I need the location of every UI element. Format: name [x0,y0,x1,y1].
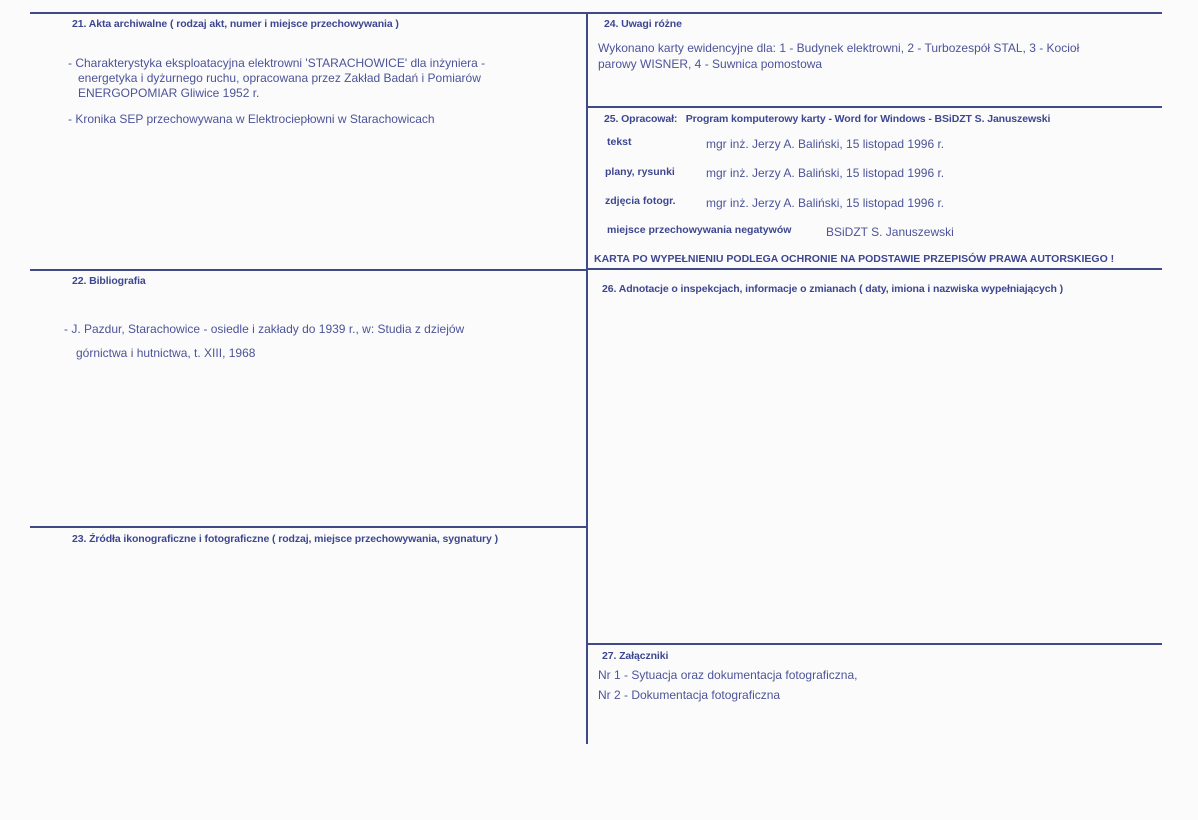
rule-22 [30,269,586,271]
section-22-item1-line1: - J. Pazdur, Starachowice - osiedle i zakłady do 1939 r., w: Studia z dziejów [64,322,465,336]
section-24-text-line2: parowy WISNER, 4 - Suwnica pomostowa [598,57,823,71]
section-22-header: 22. Bibliografia [72,275,146,287]
top-rule [30,12,1162,14]
section-25-label-negatives: miejsce przechowywania negatywów [607,224,792,236]
section-21-header: 21. Akta archiwalne ( rodzaj akt, numer i miejsce przechowywania ) [72,18,399,30]
rule-23 [30,526,586,528]
section-27-item2: Nr 2 - Dokumentacja fotograficzna [598,688,781,702]
section-27-item1: Nr 1 - Sytuacja oraz dokumentacja fotograficzna, [598,668,858,682]
rule-25 [588,106,1162,108]
section-24-header: 24. Uwagi różne [604,18,682,30]
section-25-value-plans: mgr inż. Jerzy A. Baliński, 15 listopad 1996 r. [706,166,945,180]
section-25-value-negatives: BSiDZT S. Januszewski [826,225,954,239]
section-21-item1-line2: energetyka i dyżurnego ruchu, opracowana przez Zakład Badań i Pomiarów [78,71,481,85]
section-25-label-plans: plany, rysunki [605,166,675,178]
section-23-header: 23. Źródła ikonograficzne i fotograficzne ( rodzaj, miejsce przechowywania, sygnatury ) [72,533,498,545]
rule-27 [588,643,1162,645]
section-25-value-text: mgr inż. Jerzy A. Baliński, 15 listopad 1996 r. [706,137,945,151]
section-25-value-photos: mgr inż. Jerzy A. Baliński, 15 listopad 1996 r. [706,196,945,210]
center-divider [586,12,588,744]
section-25-header: 25. Opracował: Program komputerowy karty - Word for Windows - BSiDZT S. Januszewski [604,113,1051,125]
section-21-item2: - Kronika SEP przechowywana w Elektrociepłowni w Starachowicach [68,112,435,126]
section-21-item1-line3: ENERGOPOMIAR Gliwice 1952 r. [78,86,260,100]
copyright-notice: KARTA PO WYPEŁNIENIU PODLEGA OCHRONIE NA PODSTAWIE PRZEPISÓW PRAWA AUTORSKIEGO ! [594,253,1115,265]
section-27-header: 27. Załączniki [602,650,669,662]
rule-26 [588,268,1162,270]
section-26-header: 26. Adnotacje o inspekcjach, informacje o zmianach ( daty, imiona i nazwiska wypełniających ) [602,283,1064,295]
section-25-label-photos: zdjęcia fotogr. [605,195,676,207]
section-21-item1-line1: - Charakterystyka eksploatacyjna elektrowni 'STARACHOWICE' dla inżyniera - [68,56,486,70]
section-22-item1-line2: górnictwa i hutnictwa, t. XIII, 1968 [76,346,256,360]
section-25-label-text: tekst [607,136,632,148]
section-24-text-line1: Wykonano karty ewidencyjne dla: 1 - Budynek elektrowni, 2 - Turbozespół STAL, 3 - Kocioł [598,41,1080,55]
